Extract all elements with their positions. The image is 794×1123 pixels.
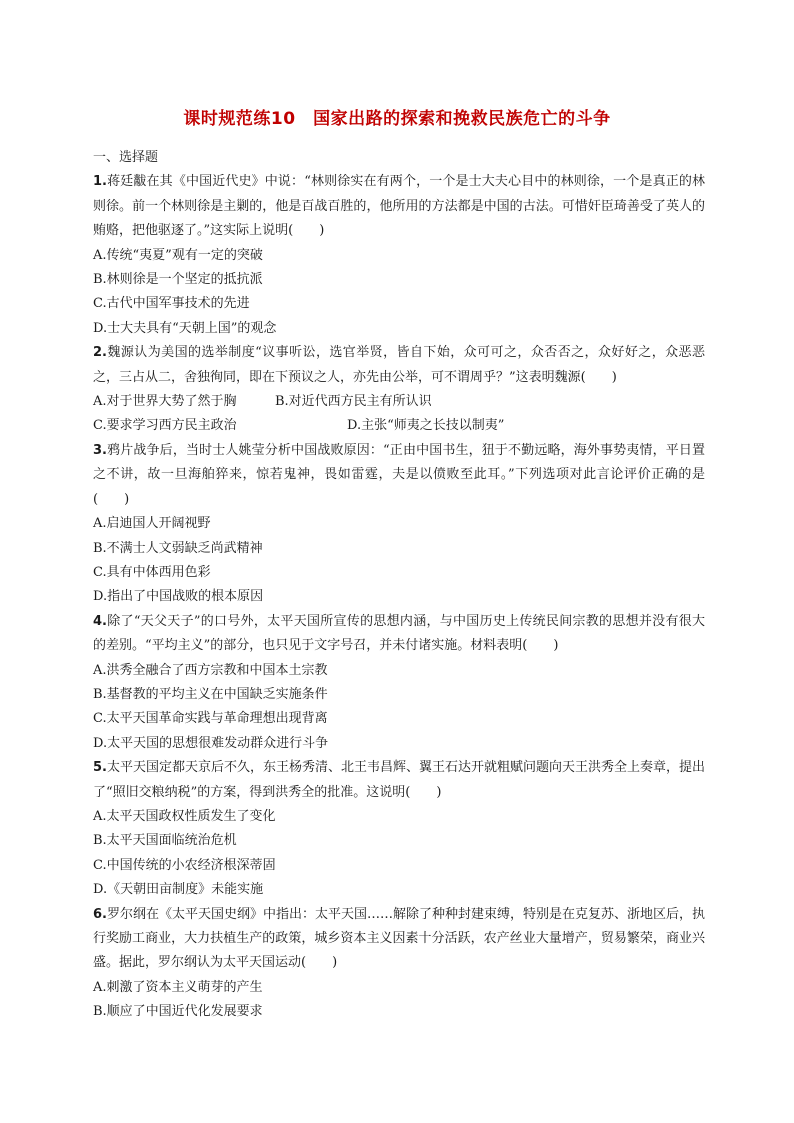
question-5 xyxy=(93,756,705,902)
option-a: A.对于世界大势了然于胸 xyxy=(93,394,237,410)
option-row xyxy=(93,390,705,414)
option-d: D.《天朝田亩制度》未能实施 xyxy=(93,882,264,898)
question-text: 罗尔纲在《太平天国史纲》中指出：太平天国……解除了种种封建束缚，特别是在克复苏、浙地区后，执行奖励工商业，大力扶植生产的政策，城乡资本主义因素十分活跃，农产丝业大量增产，贸易繁荣，商业兴盛。据此，罗尔纲认为太平天国运动( ) xyxy=(93,906,705,971)
question-stem xyxy=(93,439,705,512)
question-number: 3. xyxy=(93,442,107,458)
section-heading: 一、选择题 xyxy=(93,150,159,165)
question-list xyxy=(93,146,705,1025)
question-text: 蒋廷黻在其《中国近代史》中说：“林则徐实在有两个，一个是士大夫心目中的林则徐，一个是真正的林则徐。前一个林则徐是主剿的，他是百战百胜的，他所用的方法都是中国的古法。可惜奸臣琦善受了英人的贿赂，把他驱逐了。”这实际上说明( ) xyxy=(93,174,705,239)
option-a: A.太平天国政权性质发生了变化 xyxy=(93,808,276,824)
option-c: C.太平天国革命实践与革命理想出现背离 xyxy=(93,711,328,727)
question-number: 5. xyxy=(93,760,107,776)
page-title: 课时规范练10 国家出路的探索和挽救民族危亡的斗争 xyxy=(183,109,611,129)
option-d: D.指出了中国战败的根本原因 xyxy=(93,589,264,605)
option-a: A.传统“夷夏”观有一定的突破 xyxy=(93,247,263,263)
question-4 xyxy=(93,610,705,756)
option-b: B.基督教的平均主义在中国缺乏实施条件 xyxy=(93,686,328,702)
option-b: B.顺应了中国近代化发展要求 xyxy=(93,1004,263,1020)
option-d: D.士大夫具有“天朝上国”的观念 xyxy=(93,320,277,336)
option-row xyxy=(93,414,705,438)
option-d: D.太平天国的思想很难发动群众进行斗争 xyxy=(93,735,329,751)
option-b: B.对近代西方民主有所认识 xyxy=(275,394,432,410)
question-number: 6. xyxy=(93,906,107,922)
option-b: B.不满士人文弱缺乏尚武精神 xyxy=(93,540,263,556)
question-stem xyxy=(93,903,705,976)
question-2 xyxy=(93,341,705,439)
question-3 xyxy=(93,439,705,610)
option-b: B.林则徐是一个坚定的抵抗派 xyxy=(93,272,263,288)
question-stem xyxy=(93,170,705,243)
option-c: C.要求学习西方民主政治 xyxy=(93,418,237,434)
question-stem xyxy=(93,610,705,659)
option-c: C.中国传统的小农经济根深蒂固 xyxy=(93,857,276,873)
question-number: 2. xyxy=(93,345,107,361)
question-text: 魏源认为美国的选举制度“议事听讼，选官举贤，皆自下始，众可可之，众否否之，众好好之，众恶恶之，三占从二，舍独徇同，即在下预议之人，亦先由公举，可不谓周乎？”这表明魏源( ) xyxy=(93,345,705,385)
question-stem xyxy=(93,341,705,390)
option-a: A.刺激了资本主义萌芽的产生 xyxy=(93,979,263,995)
question-1 xyxy=(93,170,705,341)
question-stem xyxy=(93,756,705,805)
option-b: B.太平天国面临统治危机 xyxy=(93,833,237,849)
question-text: 鸦片战争后，当时士人姚莹分析中国战败原因：“正由中国书生，狃于不勤远略，海外事势夷情，平日置之不讲，故一旦海舶猝来，惊若鬼神，畏如雷霆，夫是以偾败至此耳。”下列选项对此言论评价正确的是( ) xyxy=(93,442,705,507)
option-d: D.主张“师夷之长技以制夷” xyxy=(347,418,505,434)
option-c: C.古代中国军事技术的先进 xyxy=(93,296,250,312)
question-text: 太平天国定都天京后不久，东王杨秀清、北王韦昌辉、翼王石达开就粗赋问题向天王洪秀全上奏章，提出了“照旧交粮纳税”的方案，得到洪秀全的批准。这说明( ) xyxy=(93,760,705,800)
question-6 xyxy=(93,903,705,1025)
option-a: A.洪秀全融合了西方宗教和中国本土宗教 xyxy=(93,662,328,678)
question-number: 4. xyxy=(93,613,107,629)
option-c: C.具有中体西用色彩 xyxy=(93,564,211,580)
option-a: A.启迪国人开阔视野 xyxy=(93,516,211,532)
question-text: 除了“天父天子”的口号外，太平天国所宣传的思想内涵，与中国历史上传统民间宗教的思想并没有很大的差别。“平均主义”的部分，也只见于文字号召，并未付诸实施。材料表明( ) xyxy=(93,613,705,654)
question-number: 1. xyxy=(93,174,107,190)
